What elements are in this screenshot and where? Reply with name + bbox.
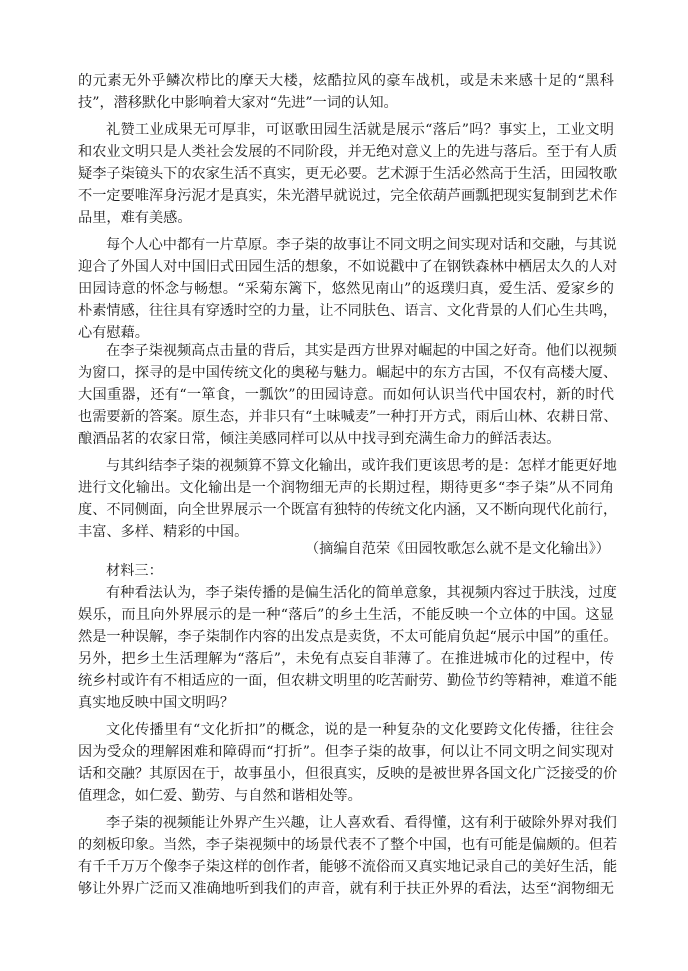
text-line: 度、不同侧面，向全世界展示一个既富有独特的传统文化内涵，又不断向现代化前行， <box>78 502 618 518</box>
text-line: 田园诗意的怀念与畅想。“采菊东篱下，悠然见南山”的返璞归真，爱生活、爱家乡的 <box>78 281 614 297</box>
text-line: 丰富、多样、精彩的中国。 <box>78 524 249 540</box>
text-line: 进行文化输出。文化输出是一个润物细无声的长期过程，期待更多“李子柒”从不同角 <box>78 480 614 496</box>
text-line: 有种看法认为，李子柒传播的是偏生活化的简单意象，其视频内容过于肤浅，过度 <box>106 585 617 601</box>
text-line: 有千千万万个像李子柒这样的创作者，能够不流俗而又真实地记录自己的美好生活，能 <box>78 859 618 875</box>
section-heading: 材料三： <box>106 563 163 579</box>
text-line: 和农业文明只是人类社会发展的不同阶段，并无绝对意义上的先进与落后。至于有人质 <box>78 144 618 160</box>
text-line: 李子柒的视频能让外界产生兴趣，让人喜欢看、看得懂，这有利于破除外界对我们 <box>106 815 617 831</box>
text-line: 值理念，如仁爱、勤劳、与自然和谐相处等。 <box>78 788 362 804</box>
text-line: 酿酒品茗的农家日常，倾注美感同样可以从中找寻到充满生命力的鲜活表达。 <box>78 431 561 447</box>
text-line: 娱乐，而且向外界展示的是一种“落后”的乡土生活，不能反映一个立体的中国。这显 <box>78 607 614 623</box>
text-line: 每个人心中都有一片草原。李子柒的故事让不同文明之间实现对话和交融，与其说 <box>106 237 617 253</box>
text-line: 因为受众的理解困难和障碍而“打折”。但李子柒的故事，何以让不同文明之间实现对 <box>78 744 614 760</box>
text-line: 另外，把乡土生活理解为“落后”，未免有点妄自菲薄了。在推进城市化的过程中，传 <box>78 651 614 667</box>
source-citation: （摘编自范荣《田园牧歌怎么就不是文化输出》） <box>304 541 610 557</box>
text-line: 真实地反映中国文明吗？ <box>78 695 235 711</box>
text-line: 的元素无外乎鳞次栉比的摩天大楼，炫酷拉风的豪车战机，或是未来感十足的“黑科 <box>78 73 614 89</box>
text-line: 迎合了外国人对中国旧式田园生活的想象，不如说戳中了在钢铁森林中栖居太久的人对 <box>78 259 618 275</box>
text-line: 礼赞工业成果无可厚非，可讴歌田园生活就是展示“落后”吗？事实上，工业文明 <box>106 122 614 138</box>
text-line: 然是一种误解，李子柒制作内容的出发点是卖货，不太可能肩负起“展示中国”的重任。 <box>78 629 618 645</box>
text-line: 技”，潜移默化中影响着大家对“先进”一词的认知。 <box>78 95 398 111</box>
text-line: 够让外界广泛而又准确地听到我们的声音，就有利于扶正外界的看法，达至“润物细无 <box>78 881 614 897</box>
text-line: 统乡村或许有不相适应的一面，但农耕文明里的吃苦耐劳、勤俭节约等精神，难道不能 <box>78 673 618 689</box>
text-line: 为窗口，探寻的是中国传统文化的奥秘与魅力。崛起中的东方古国，不仅有高楼大厦、 <box>78 365 618 381</box>
text-line: 疑李子柒镜头下的农家生活不真实，更无必要。艺术源于生活必然高于生活，田园牧歌 <box>78 166 618 182</box>
text-line: 品里，难有美感。 <box>78 210 192 226</box>
text-line: 不一定要唯浑身污泥才是真实，朱光潜早就说过，完全依葫芦画瓢把现实复制到艺术作 <box>78 188 618 204</box>
text-line: 朴素情感，往往具有穿透时空的力量，让不同肤色、语言、文化背景的人们心生共鸣， <box>78 303 618 319</box>
text-line: 与其纠结李子柒的视频算不算文化输出，或许我们更该思考的是：怎样才能更好地 <box>106 458 617 474</box>
text-line: 文化传播里有“文化折扣”的概念，说的是一种复杂的文化要跨文化传播，往往会 <box>106 722 614 738</box>
text-line: 大国重器，还有“一箪食，一瓢饮”的田园诗意。而如何认识当代中国农村，新的时代 <box>78 387 614 403</box>
text-line: 心有慰藉。 <box>78 325 149 341</box>
text-line: 话和交融？其原因在于，故事虽小，但很真实，反映的是被世界各国文化广泛接受的价 <box>78 766 618 782</box>
text-line: 在李子柒视频高点击量的背后，其实是西方世界对崛起的中国之好奇。他们以视频 <box>106 343 617 359</box>
text-line: 也需要新的答案。原生态，并非只有“土味喊麦”一种打开方式，雨后山林、农耕日常、 <box>78 409 618 425</box>
text-line: 的刻板印象。当然，李子柒视频中的场景代表不了整个中国，也有可能是偏颇的。但若 <box>78 837 618 853</box>
